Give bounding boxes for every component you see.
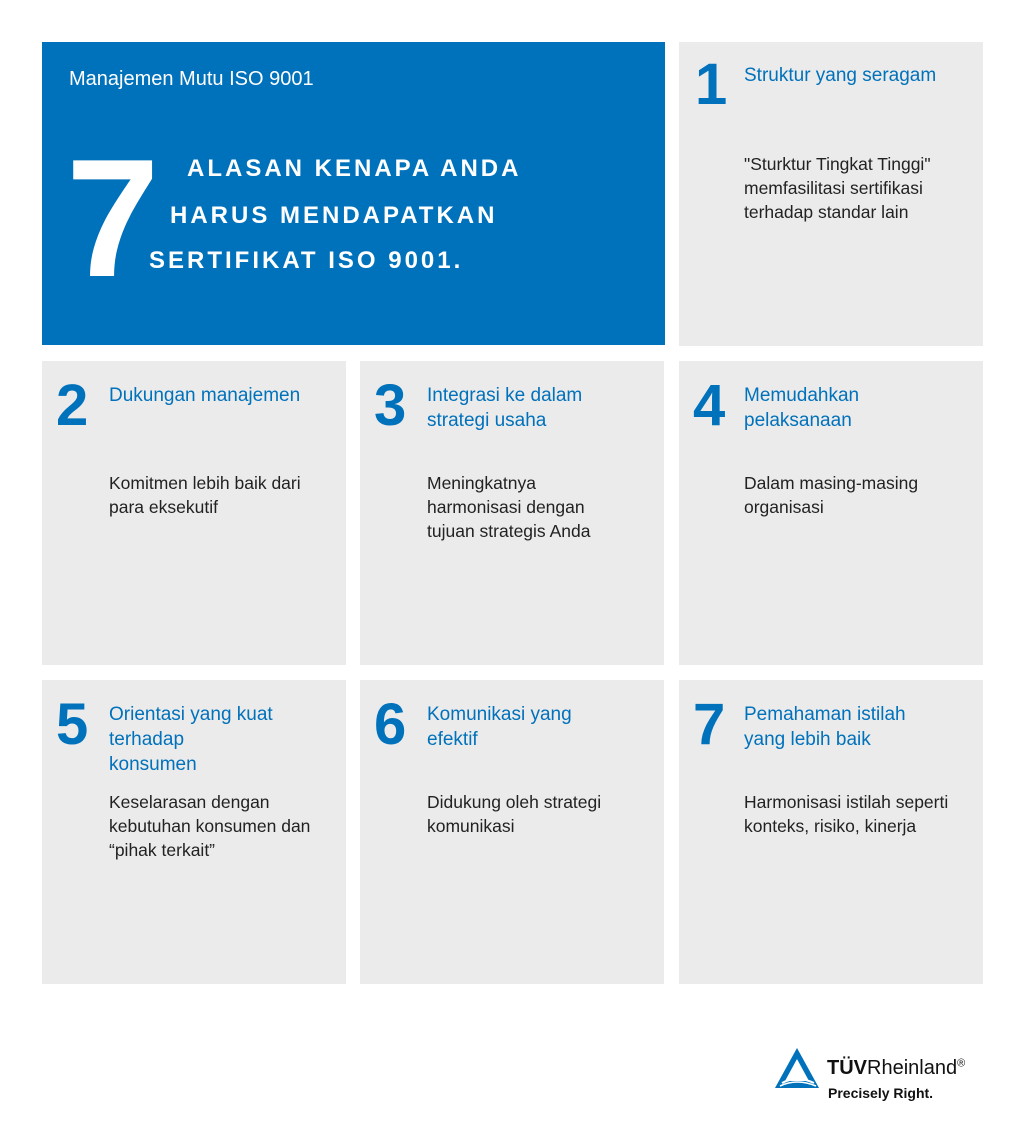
reason-text: Meningkatnya harmonisasi dengan tujuan strategis Anda [427, 473, 591, 541]
reason-number: 2 [56, 373, 89, 438]
logo-registered-mark: ® [957, 1057, 966, 1070]
reason-title: Pemahaman istilah yang lebih baik [744, 704, 906, 750]
reason-number: 1 [695, 52, 728, 117]
reason-number: 3 [374, 373, 407, 438]
logo-brand-name [827, 1057, 965, 1080]
reason-card-2 [42, 361, 346, 665]
hero-headline-line-2: HARUS MENDAPATKAN [170, 202, 498, 229]
reason-text: "Sturktur Tingkat Tinggi" memfasilitasi sertifikasi terhadap standar lain [744, 154, 931, 222]
reason-text: Harmonisasi istilah seperti konteks, risiko, kinerja [744, 792, 949, 836]
hero-headline-line-1: ALASAN KENAPA ANDA [187, 155, 522, 182]
reason-card-4 [679, 361, 983, 665]
reason-number: 6 [374, 692, 407, 757]
reason-title: Integrasi ke dalam strategi usaha [427, 385, 583, 431]
reason-number: 4 [693, 373, 726, 438]
reason-card-3 [360, 361, 664, 665]
hero-banner [42, 42, 665, 345]
hero-headline-line-3: SERTIFIKAT ISO 9001. [149, 247, 464, 274]
reason-text: Keselarasan dengan kebutuhan konsumen dan “pihak terkait” [109, 792, 311, 860]
reason-title: Dukungan manajemen [109, 385, 301, 406]
reason-title: Memudahkan pelaksanaan [744, 385, 860, 431]
reason-title: Komunikasi yang efektif [427, 704, 572, 750]
reason-text: Komitmen lebih baik dari para eksekutif [109, 473, 301, 517]
logo-tagline: Precisely Right. [828, 1085, 934, 1101]
reason-title: Orientasi yang kuat terhadap konsumen [109, 704, 273, 775]
tuv-triangle-logo-icon [774, 1047, 820, 1089]
reason-text: Dalam masing-masing organisasi [744, 473, 919, 517]
reason-card-1 [679, 42, 983, 346]
reason-card-6 [360, 680, 664, 984]
logo-brand-bold: TÜV [827, 1057, 867, 1079]
reason-card-7 [679, 680, 983, 984]
reason-number: 5 [56, 692, 89, 757]
tuv-rheinland-logo [774, 1045, 1004, 1110]
reason-number: 7 [693, 692, 726, 757]
reason-text: Didukung oleh strategi komunikasi [427, 792, 602, 836]
logo-brand-rest: Rheinland [867, 1057, 958, 1079]
reason-card-5 [42, 680, 346, 984]
reason-title: Struktur yang seragam [744, 65, 937, 86]
hero-subtitle: Manajemen Mutu ISO 9001 [69, 68, 314, 90]
hero-number: 7 [66, 124, 156, 312]
